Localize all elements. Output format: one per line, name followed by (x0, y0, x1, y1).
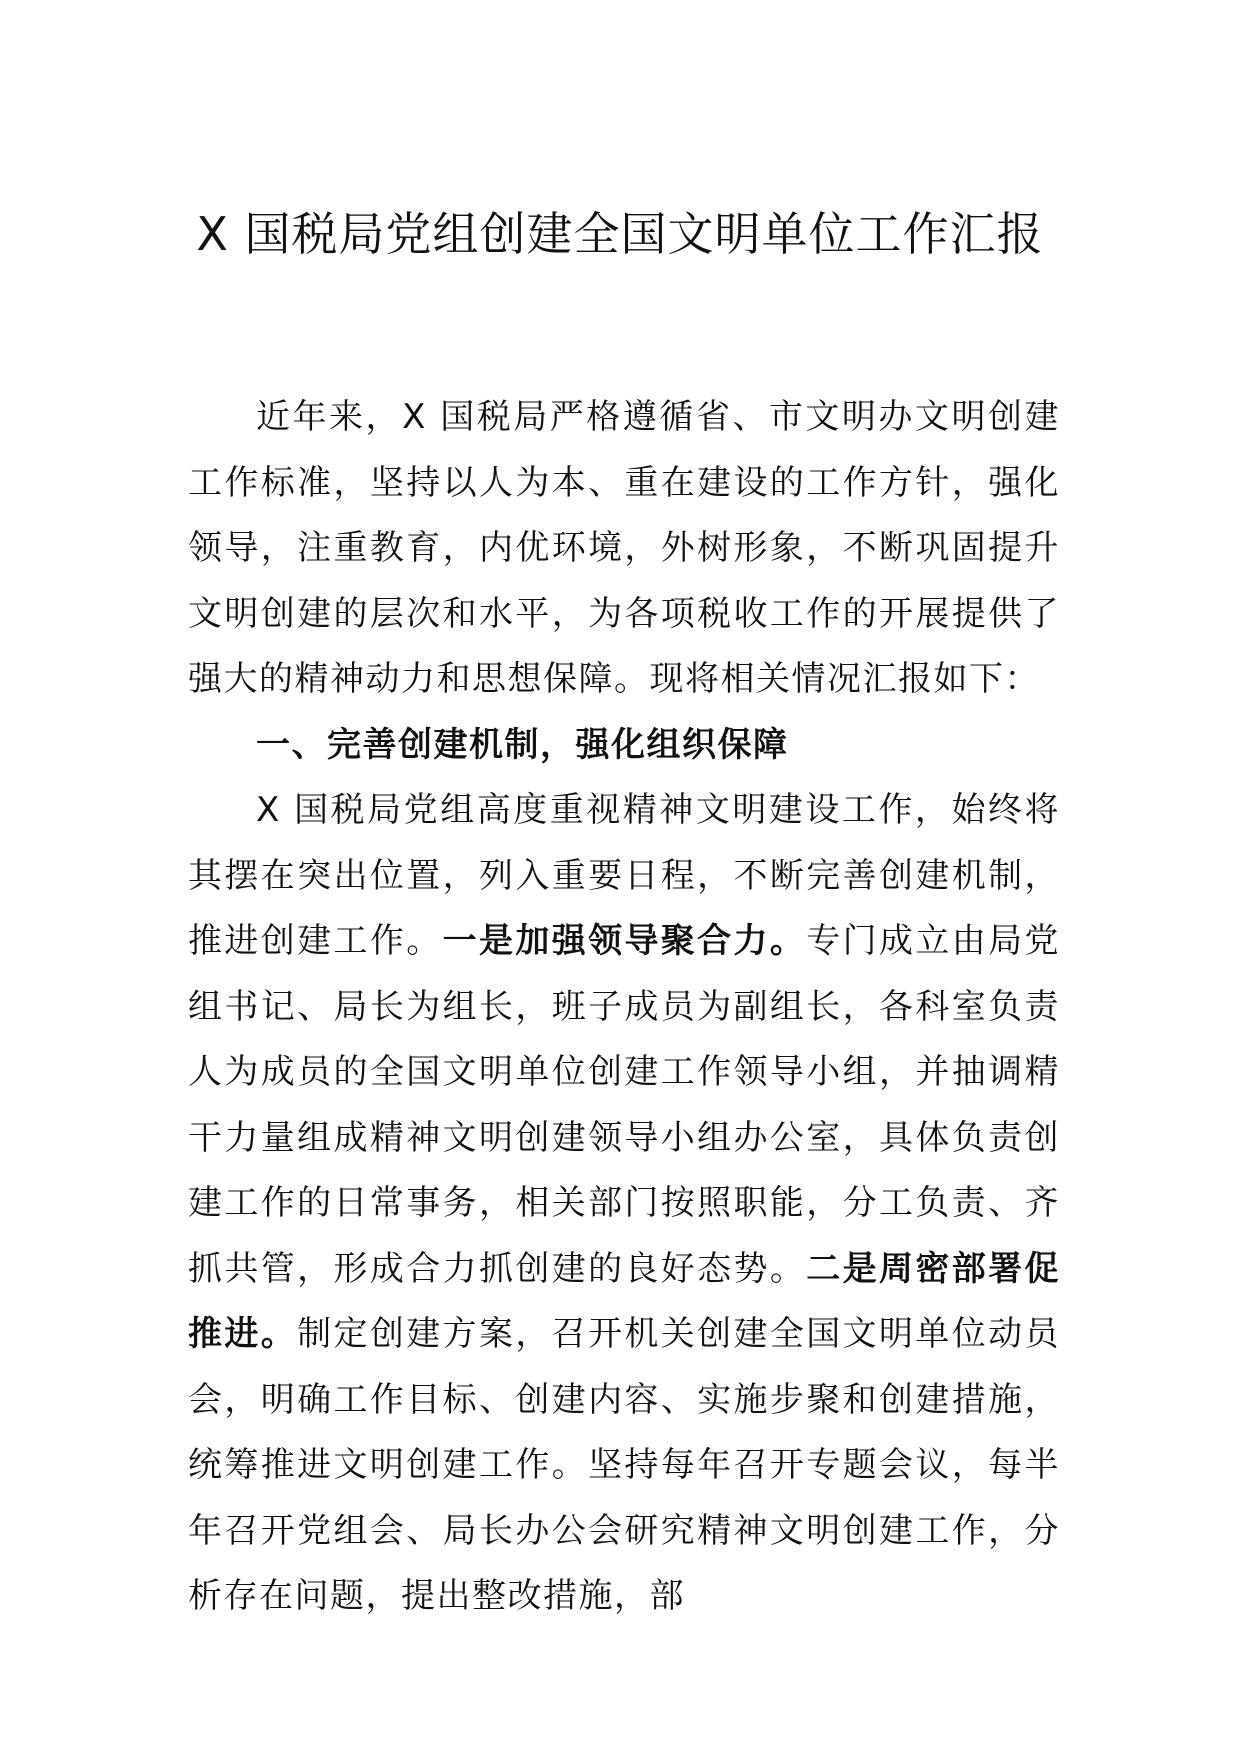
point-1-label: 一是加强领导聚合力。 (442, 921, 807, 961)
section-1-paragraph-start: X 国税局党组高度重视精神文明建设工作，始终将其摆在突出位置，列入重要日程，不断完善创建机制，推进创建工作。 (188, 790, 1060, 961)
intro-paragraph: 近年来，X 国税局严格遵循省、市文明办文明创建工作标准，坚持以人为本、重在建设的工作方针，强化领导，注重教育，内优环境，外树形象，不断巩固提升文明创建的层次和水平，为各项税收工作的开展提供了强大的精神动力和思想保障。现将相关情况汇报如下： (188, 397, 1060, 699)
point-2-label: 二是周密部署促推进。 (188, 1248, 1060, 1354)
point-1-text: 专门成立由局党组书记、局长为组长，班子成员为副组长，各科室负责人为成员的全国文明单位创建工作领导小组，并抽调精干力量组成精神文明创建领导小组办公室，具体负责创建工作的日常事务，相关部门按照职能，分工负责、齐抓共管，形成合力抓创建的良好态势。 (188, 921, 1061, 1289)
section-1-paragraph (188, 778, 1060, 1630)
point-2-text: 制定创建方案，召开机关创建全国文明单位动员会，明确工作目标、创建内容、实施步聚和创建措施，统筹推进文明创建工作。坚持每年召开专题会议，每半年召开党组会、局长办公会研究精神文明创建工作，分析存在问题，提出整改措施，部 (188, 1314, 1060, 1616)
document-body (188, 385, 1060, 1630)
section-1-heading: 一、完善创建机制，强化组织保障 (256, 724, 789, 765)
document-title: X 国税局党组创建全国文明单位工作汇报 (196, 207, 1044, 261)
